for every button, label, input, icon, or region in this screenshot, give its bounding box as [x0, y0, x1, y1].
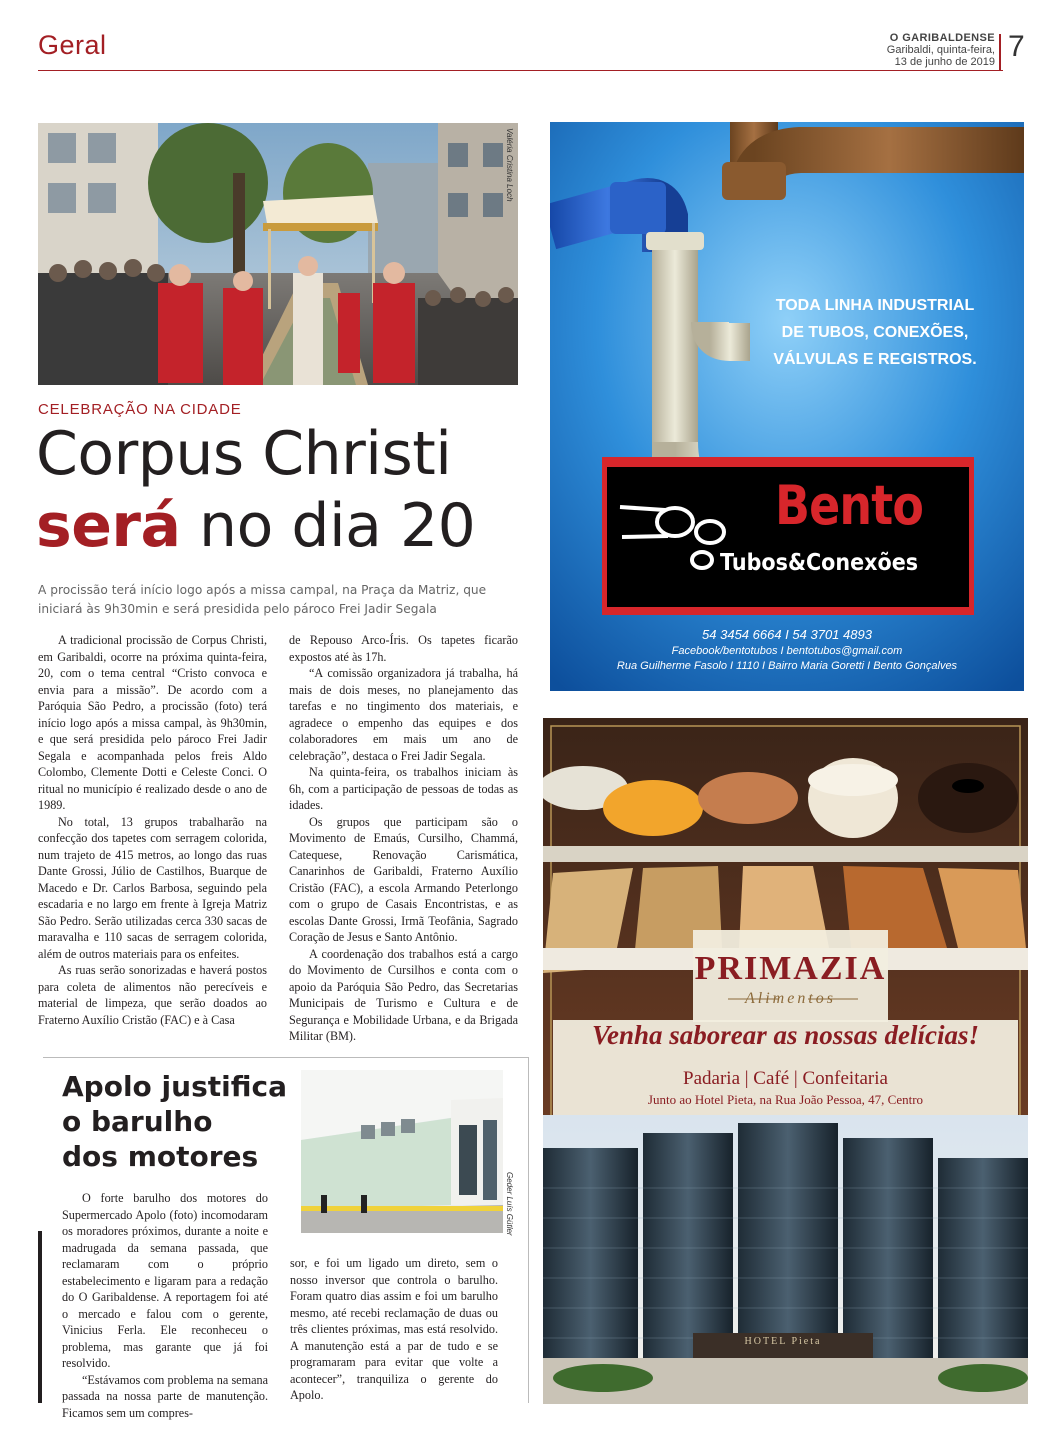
- procession-photo: [38, 123, 518, 385]
- bento-tagline-1: TODA LINHA INDUSTRIAL: [775, 297, 975, 314]
- paper-name: O GARIBALDENSE: [889, 32, 995, 44]
- paper-info: [887, 33, 995, 69]
- bento-contact: [550, 626, 1024, 674]
- subhead: A procissão terá início logo após a missa campal, na Praça da Matriz, que iniciará às 9h30min e será presidida pelo pároco Frei Jadir Segala: [38, 583, 487, 616]
- primazia-slogan: Venha saborear as nossas delícias!: [591, 1020, 980, 1050]
- primazia-brand: PRIMAZIA: [694, 950, 887, 987]
- bento-phones: 54 3454 6664 I 54 3701 4893: [702, 627, 872, 642]
- apolo-photo-credit: Geder Luís Gütler: [505, 1172, 514, 1236]
- article-paragraph: Na quinta-feira, os trabalhos iniciam às 6h, com a participação de pessoas de todas as idades.: [289, 765, 518, 812]
- article-paragraph: As ruas serão sonorizadas e haverá postos para coleta de alimentos não perecíveis e material de limpeza, que serão doados ao Fraterno Auxílio Cristão (FAC) e à Casa: [38, 963, 267, 1027]
- page-number: 7: [1008, 30, 1025, 63]
- bento-tagline-3: VÁLVULAS E REGISTROS.: [773, 351, 977, 368]
- apolo-col2: [290, 1255, 498, 1404]
- headline-rest: no dia 20: [180, 491, 476, 561]
- apolo-side-bar: [38, 1231, 42, 1403]
- paper-date-line2: 13 de junho de 2019: [894, 55, 995, 68]
- bento-brand-sub: Tubos&Conexões: [720, 550, 919, 576]
- paper-date-line1: Garibaldi, quinta-feira,: [886, 43, 995, 56]
- article-col2: [289, 632, 518, 1045]
- bento-tagline-2: DE TUBOS, CONEXÕES,: [781, 324, 969, 341]
- article-paragraph: No total, 13 grupos trabalharão na confecção dos tapetes com serragem colorida, num trajeto de 415 metros, ao longo das ruas Dante Grossi, Júlio de Castilhos, Buarque de Macedo e Dr. Carlos Barbosa, seguindo pela escadaria e no largo em frente à Igreja Matriz São Pedro. Serão utilizadas cerca 330 sacas de maravalha e 110 sacas de serragem colorida, além de outros materiais para os enfeites.: [38, 814, 267, 961]
- ad-bento-tubos[interactable]: [550, 122, 1024, 691]
- bento-address: Rua Guilherme Fasolo I 1110 I Bairro Maria Goretti I Bento Gonçalves: [616, 660, 958, 672]
- primazia-services: Padaria | Café | Confeitaria: [683, 1068, 888, 1089]
- article-paragraph: A coordenação dos trabalhos está a cargo do Movimento de Cursilhos e conta com o apoio da Paróquia São Pedro, das Secretarias Municipais de Turismo e Cultura e de Segurança e Mobilidade Urbana, e da Brigada Militar (BM).: [289, 946, 518, 1043]
- apolo-title-line1: Apolo justifica: [62, 1070, 287, 1103]
- article-col1: [38, 632, 267, 1028]
- bento-social: Facebook/bentotubos I bentotubos@gmail.com: [671, 645, 903, 657]
- article-paragraph: Os grupos que participam são o Movimento de Emaús, Cursilho, Chammá, Catequese, Renovação Carismática, Canarinhos de Garibaldi, Fraterno Auxílio Cristão (FAC), a escola Armando Peterlongo com o grupo de Casais Encontristas, e as escolas Dante Grossi, Irmã Teofânia, Sagrado Coração de Jesus e Santo Antônio.: [289, 814, 518, 944]
- hotel-sign: HOTEL Pieta: [744, 1336, 822, 1347]
- apolo-paragraph: sor, e foi um ligado um direto, sem o nosso inversor que controla o barulho. Foram quatro dias assim e foi um barulho mesmo, até recebi reclamação de duas ou três clientes próximas, mas está resolvido. A manutenção está a par de tudo e se programaram para evitar que volte a acontecer”, tranquiliza o gerente do Apolo.: [290, 1256, 498, 1402]
- kicker: CELEBRAÇÃO NA CIDADE: [38, 401, 242, 418]
- photo-credit: Valéria Cristina Loch: [505, 128, 514, 202]
- page-number-separator: [999, 34, 1001, 70]
- apolo-photo: [301, 1070, 503, 1233]
- article-paragraph: “A comissão organizadora já trabalha, há mais de dois meses, no planejamento das tarefas e no tingimento dos materiais, e agradece o empenho das equipes e dos colaboradores em mais um ano de celebração”, destaca o Frei Jadir Segala.: [289, 666, 518, 763]
- primazia-address: Junto ao Hotel Pieta, na Rua João Pessoa, 47, Centro: [647, 1092, 924, 1107]
- primazia-brand-sub: Alimentos: [745, 990, 836, 1007]
- ad-primazia[interactable]: [543, 718, 1028, 1404]
- article-paragraph: A tradicional procissão de Corpus Christi, em Garibaldi, ocorre na próxima quinta-feira, 20, com o tema central “Cristo convoca e envia para a missão”. De acordo com a Paróquia São Pedro, a procissão (foto) terá início logo após a missa campal, às 9h30min, e que será presidida pelo pároco Frei Jadir Segala e acompanhada pelos freis Aldo Colombo, Clemente Dotti e Celeste Conci. O ritual no município é realizado desde o ano de 1989.: [38, 633, 267, 812]
- bento-tagline: [745, 292, 1005, 373]
- apolo-title-line3: dos motores: [62, 1140, 259, 1173]
- article-paragraph: de Repouso Arco-Íris. Os tapetes ficarão expostos até às 17h.: [289, 633, 518, 664]
- headline-line2: [36, 490, 475, 562]
- section-name: Geral: [38, 30, 107, 60]
- apolo-title: [62, 1069, 287, 1174]
- apolo-paragraph: O forte barulho dos motores do Supermercado Apolo (foto) incomodaram os moradores próximos, durante a noite e madrugada da semana passada, que reclamaram com o próprio estabelecimento e ligaram para a redação do O Garibaldense. A reportagem foi até o mercado e falou com o gerente, Vinicius Ferla. Ele reconheceu o problema, mas garante que já foi resolvido.: [62, 1191, 268, 1370]
- apolo-title-line2: o barulho: [62, 1105, 213, 1138]
- bento-brand: Bento: [775, 474, 924, 537]
- apolo-col1: [62, 1190, 268, 1421]
- apolo-paragraph: “Estávamos com problema na semana passada na nossa parte de manutenção. Ficamos sem um compres-: [62, 1372, 268, 1420]
- header-rule: [38, 70, 1003, 71]
- headline-line1: Corpus Christi: [36, 419, 452, 489]
- headline-accent: será: [36, 491, 181, 561]
- headline: [36, 418, 475, 562]
